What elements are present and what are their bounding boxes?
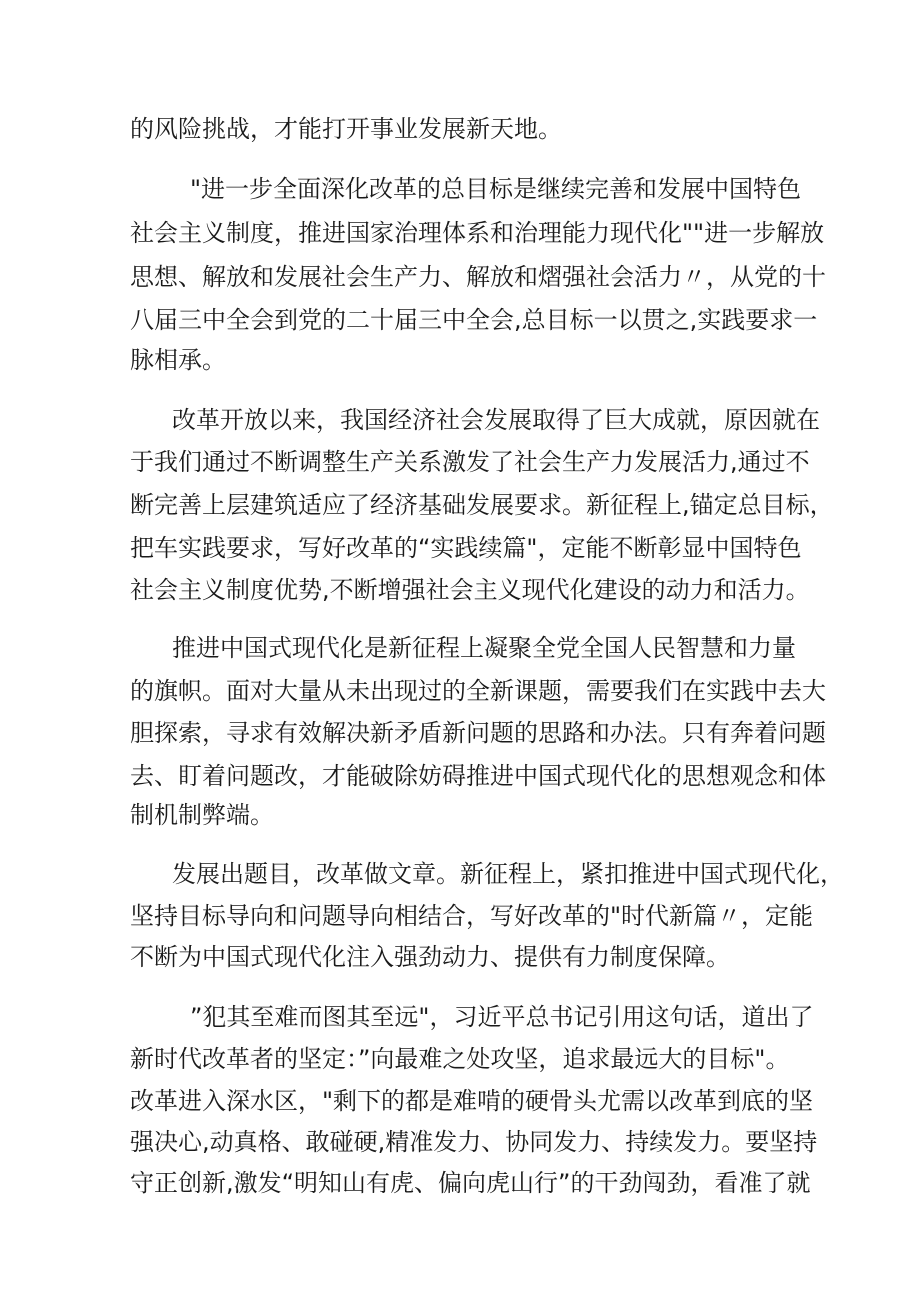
text-line: 八届三中全会到党的二十届三中全会,总目标一以贯之,实践要求一 (130, 306, 818, 334)
text-line: "进一步全面深化改革的总目标是继续完善和发展中国特色 (190, 175, 802, 203)
text-line: 改革进入深水区，"剩下的都是难啃的硬骨头尤需以改革到底的坚 (130, 1087, 814, 1115)
text-line: 去、盯着问题改，才能破除妨碍推进中国式现代化的思想观念和体 (130, 762, 826, 790)
text-line: 的风险挑战，才能打开事业发展新天地。 (130, 115, 562, 143)
text-line: 把车实践要求，写好改革的“实践续篇"，定能不断彰显中国特色 (130, 534, 802, 562)
text-line: 脉相承。 (130, 346, 226, 374)
text-line: 发展出题目，改革做文章。新征程上，紧扣推进中国式现代化， (172, 860, 844, 888)
text-line: 坚持目标导向和问题导向相结合，写好改革的"时代新篇〃，定能 (130, 902, 814, 930)
text-line: 守正创新,激发“明知山有虎、偏向虎山行”的干劲闯劲，看准了就 (130, 1169, 811, 1197)
text-line: 制机制弊端。 (130, 801, 274, 829)
text-line: 社会主义制度优势,不断增强社会主义现代化建设的动力和活力。 (130, 576, 810, 604)
text-line: ”犯其至难而图其至远"，习近平总书记引用这句话，道出了 (190, 1003, 814, 1031)
text-line: 于我们通过不断调整生产关系激发了社会生产力发展活力,通过不 (130, 448, 810, 476)
text-line: 社会主义制度，推进国家治理体系和治理能力现代化""进一步解放 (130, 219, 825, 247)
text-line: 推进中国式现代化是新征程上凝聚全党全国人民智慧和力量 (172, 634, 796, 662)
text-line: 强决心,动真格、敢碰硬,精准发力、协同发力、持续发力。要坚持 (130, 1128, 818, 1156)
text-line: 新时代改革者的坚定：”向最难之处攻坚，追求最远大的目标"。 (130, 1045, 790, 1073)
text-line: 断完善上层建筑适应了经济基础发展要求。新征程上,锚定总目标， (130, 491, 834, 519)
text-line: 的旗帜。面对大量从未出现过的全新课题，需要我们在实践中去大 (130, 677, 826, 705)
text-line: 不断为中国式现代化注入强劲动力、提供有力制度保障。 (130, 943, 730, 971)
text-line: 改革开放以来，我国经济社会发展取得了巨大成就，原因就在 (172, 406, 820, 434)
text-line: 思想、解放和发展社会生产力、解放和熠强社会活力〃，从党的十 (130, 263, 826, 291)
text-line: 胆探索，寻求有效解决新矛盾新问题的思路和办法。只有奔着问题 (130, 719, 826, 747)
